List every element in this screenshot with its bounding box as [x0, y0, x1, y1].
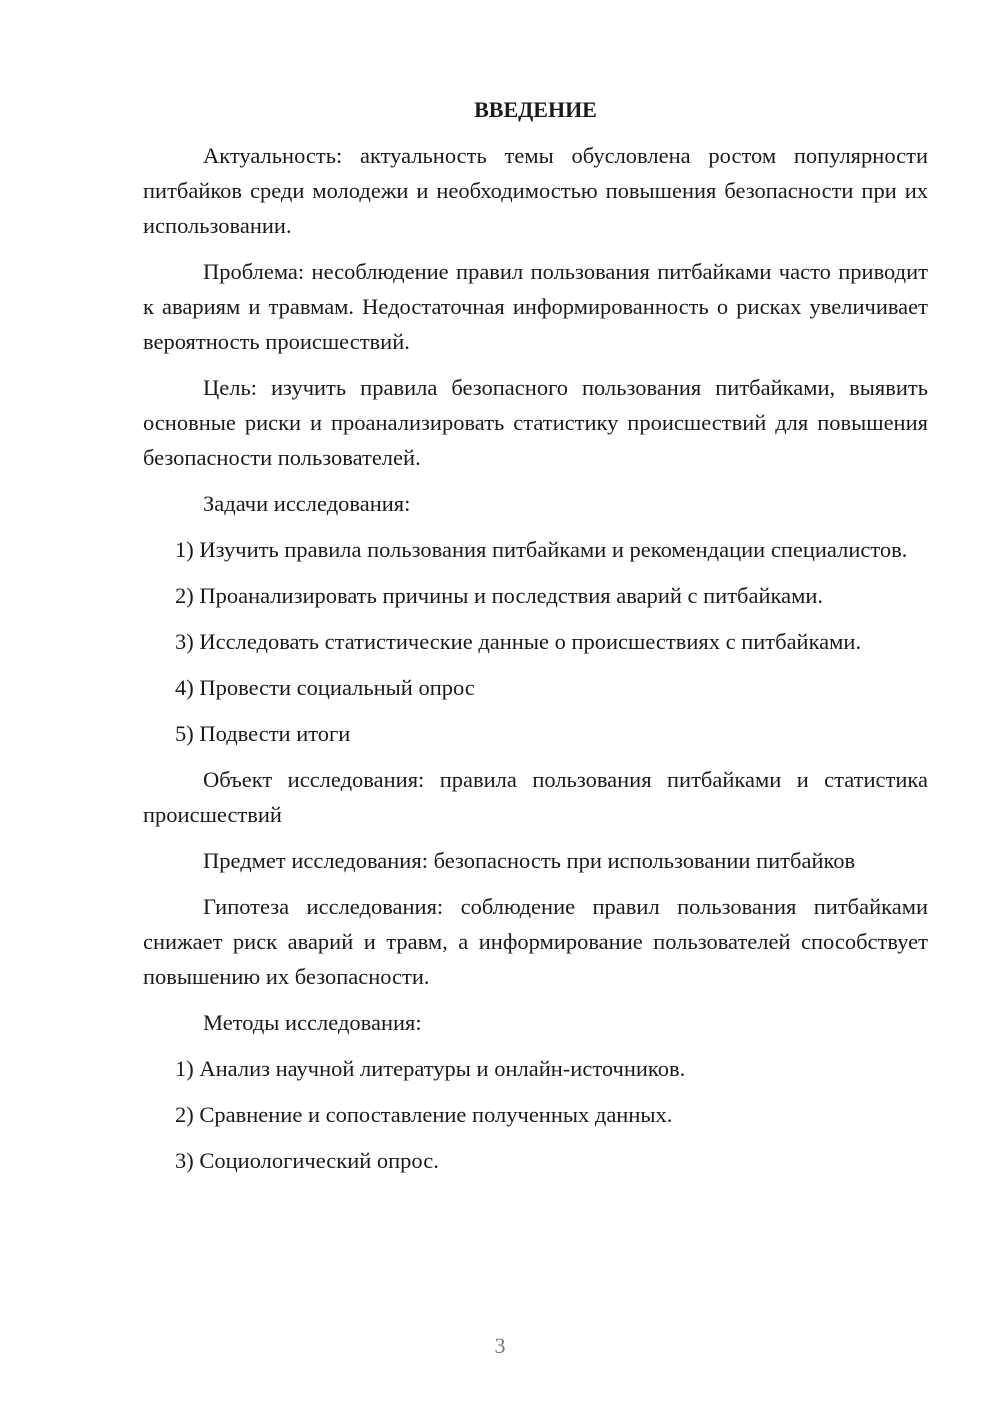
task-item-4: 4) Провести социальный опрос — [175, 675, 475, 700]
page-number: 3 — [494, 1333, 506, 1358]
method-item-3: 3) Социологический опрос. — [175, 1148, 439, 1173]
subject-paragraph: Предмет исследования: безопасность при использовании питбайков — [203, 848, 856, 873]
tasks-heading: Задачи исследования: — [203, 491, 411, 516]
page-title: ВВЕДЕНИЕ — [474, 97, 597, 122]
relevance-paragraph: Актуальность: актуальность темы обусловлена ростом популярности питбайков среди молодежи и необходимостью повышения безопасности при их использовании. — [143, 143, 928, 238]
goal-paragraph: Цель: изучить правила безопасного пользования питбайками, выявить основные риски и проанализировать статистику происшествий для повышения безопасности пользователей. — [143, 375, 928, 470]
methods-heading: Методы исследования: — [203, 1010, 422, 1035]
task-item-2: 2) Проанализировать причины и последствия аварий с питбайками. — [175, 583, 824, 608]
problem-paragraph: Проблема: несоблюдение правил пользования питбайками часто приводит к авариям и травмам. Недостаточная информированность о рисках увеличивает вероятность происшествий. — [143, 259, 928, 354]
hypothesis-paragraph: Гипотеза исследования: соблюдение правил пользования питбайками снижает риск аварий и травм, а информирование пользователей способствует повышению их безопасности. — [143, 894, 928, 989]
task-item-3: 3) Исследовать статистические данные о происшествиях с питбайками. — [175, 629, 862, 654]
task-item-1: 1) Изучить правила пользования питбайками и рекомендации специалистов. — [175, 537, 908, 562]
method-item-2: 2) Сравнение и сопоставление полученных данных. — [175, 1102, 673, 1127]
object-paragraph: Объект исследования: правила пользования питбайками и статистика происшествий — [143, 767, 928, 827]
method-item-1: 1) Анализ научной литературы и онлайн-источников. — [175, 1056, 686, 1081]
document-page — [143, 92, 928, 1189]
task-item-5: 5) Подвести итоги — [175, 721, 351, 746]
